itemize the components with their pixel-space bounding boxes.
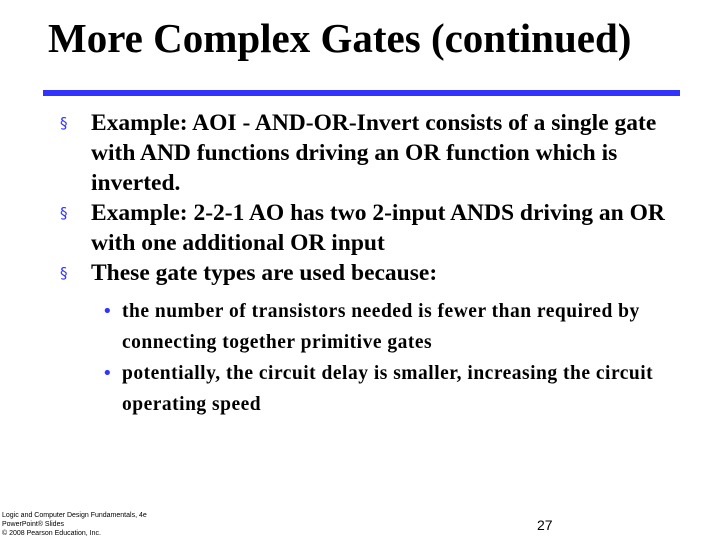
bullet-list bbox=[0, 108, 720, 420]
subbullet-text: the number of transistors needed is fewer than required by connecting together primitive gates bbox=[122, 301, 640, 353]
credit-line: Logic and Computer Design Fundamentals, 4e bbox=[2, 512, 147, 519]
bullet-text: These gate types are used because: bbox=[91, 260, 438, 286]
subbullet-marker-icon: • bbox=[102, 301, 114, 322]
bullet-marker-icon: § bbox=[60, 264, 68, 282]
subbullet-item bbox=[102, 296, 682, 358]
bullet-marker-icon: § bbox=[60, 114, 68, 132]
credit-line: PowerPoint® Slides bbox=[2, 521, 64, 528]
bullet-text: Example: 2-2-1 AO has two 2-input ANDS driving an OR with one additional OR input bbox=[91, 200, 665, 256]
copyright-credit bbox=[2, 511, 147, 538]
bullet-marker-icon: § bbox=[60, 204, 68, 222]
title-underline bbox=[43, 90, 680, 96]
subbullet-item bbox=[102, 358, 682, 420]
bullet-item bbox=[60, 258, 691, 288]
subbullet-text: potentially, the circuit delay is smaller, increasing the circuit operating speed bbox=[122, 363, 654, 415]
bullet-item bbox=[60, 108, 691, 198]
bullet-text: Example: AOI - AND-OR-Invert consists of a single gate with AND functions driving an OR function which is inverted. bbox=[91, 110, 657, 196]
slide-title: More Complex Gates (continued) bbox=[48, 15, 632, 61]
subbullet-marker-icon: • bbox=[102, 363, 114, 384]
credit-line: © 2008 Pearson Education, Inc. bbox=[2, 530, 101, 537]
page-number: 27 bbox=[537, 517, 553, 533]
bullet-item bbox=[60, 198, 691, 258]
